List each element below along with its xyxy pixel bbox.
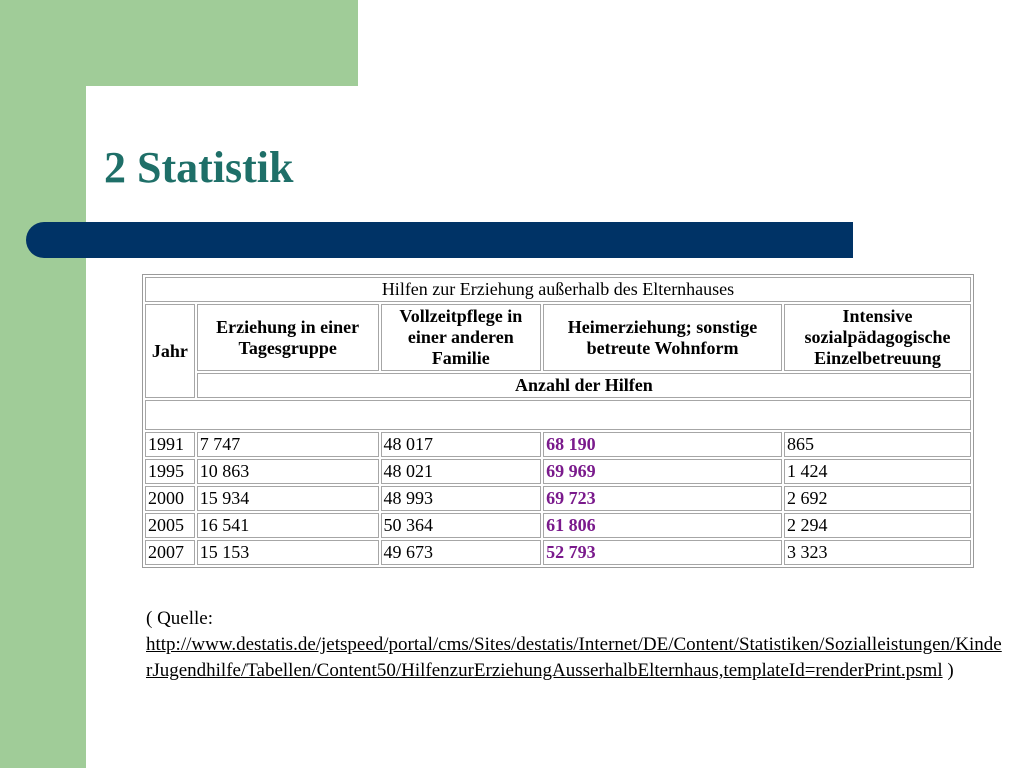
cell-year: 1995 [145,459,195,484]
green-top-block [0,0,358,86]
table-row [145,540,971,565]
cell-vollzeitpflege: 49 673 [381,540,542,565]
statistics-table [142,274,974,568]
header-einzelbetreuung: Intensive sozialpädagogische Einzelbetreuung [784,304,971,371]
table-unit-row [145,373,971,398]
table-spacer-row [145,400,971,430]
cell-tagesgruppe: 16 541 [197,513,379,538]
cell-heimerziehung: 69 723 [543,486,782,511]
table-row [145,513,971,538]
cell-tagesgruppe: 15 153 [197,540,379,565]
cell-einzelbetreuung: 865 [784,432,971,457]
cell-vollzeitpflege: 48 993 [381,486,542,511]
cell-heimerziehung: 68 190 [543,432,782,457]
table-header-row [145,304,971,371]
cell-vollzeitpflege: 48 017 [381,432,542,457]
cell-einzelbetreuung: 2 692 [784,486,971,511]
cell-year: 2000 [145,486,195,511]
header-vollzeitpflege: Vollzeitpflege in einer anderen Familie [381,304,542,371]
source-citation [146,606,1006,684]
slide-title: 2 Statistik [104,143,294,192]
header-jahr: Jahr [145,304,195,398]
table-caption: Hilfen zur Erziehung außerhalb des Elternhauses [145,277,971,302]
cell-einzelbetreuung: 1 424 [784,459,971,484]
table-row [145,486,971,511]
cell-heimerziehung: 69 969 [543,459,782,484]
cell-heimerziehung: 52 793 [543,540,782,565]
spacer-cell [145,400,971,430]
cell-tagesgruppe: 10 863 [197,459,379,484]
cell-year: 1991 [145,432,195,457]
table-caption-row [145,277,971,302]
cell-tagesgruppe: 15 934 [197,486,379,511]
cell-tagesgruppe: 7 747 [197,432,379,457]
cell-year: 2007 [145,540,195,565]
green-side-strip [0,0,86,768]
cell-heimerziehung: 61 806 [543,513,782,538]
title-underline-bar [26,222,853,258]
table-row [145,459,971,484]
cell-vollzeitpflege: 50 364 [381,513,542,538]
header-tagesgruppe: Erziehung in einer Tagesgruppe [197,304,379,371]
source-link[interactable]: http://www.destatis.de/jetspeed/portal/cms/Sites/destatis/Internet/DE/Content/Statistiken/Sozialleistungen/KinderJugendhilfe/Tabellen/Content50/HilfenzurErziehungAusserhalbElternhaus,templateId=renderPrint.psml [146,634,1002,681]
table-row [145,432,971,457]
source-prefix: ( Quelle: [146,608,214,629]
header-unit: Anzahl der Hilfen [197,373,971,398]
header-heimerziehung: Heimerziehung; sonstige betreute Wohnform [543,304,782,371]
source-suffix: ) [942,660,954,681]
cell-year: 2005 [145,513,195,538]
cell-einzelbetreuung: 3 323 [784,540,971,565]
cell-vollzeitpflege: 48 021 [381,459,542,484]
cell-einzelbetreuung: 2 294 [784,513,971,538]
